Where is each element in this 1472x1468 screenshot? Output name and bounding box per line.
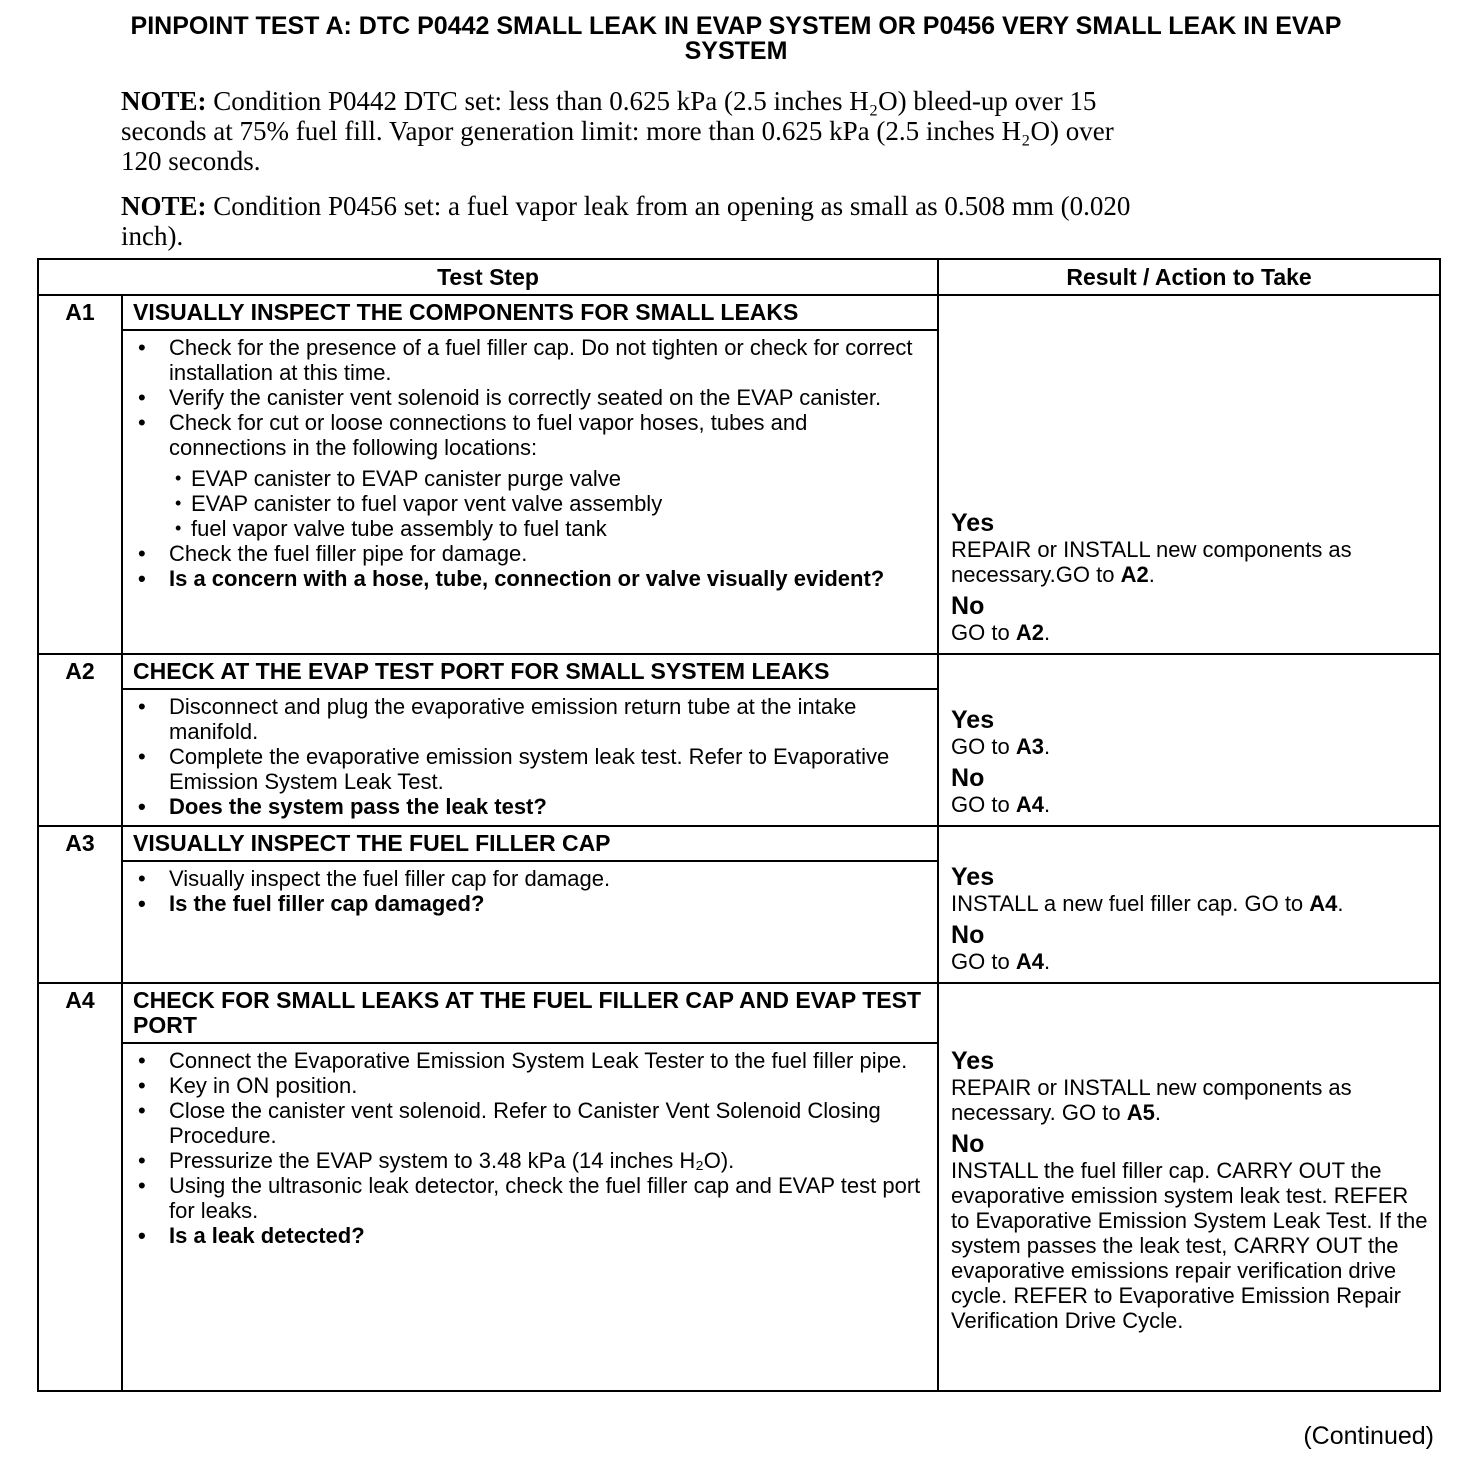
no-action: INSTALL the fuel filler cap. CARRY OUT the evaporative emission system leak test. REFER to Evaporative Emission System Leak Test. If the system passes the leak test, CARRY OUT the evaporative emissions repair verification drive cycle. REFER to Evaporative Emission Repair Verification Drive Cycle. [951,1158,1428,1333]
list-item: • Check for the presence of a fuel filler cap. Do not tighten or check for correct installation at this time. [133,335,927,385]
goto-link[interactable]: A5 [1126,1100,1155,1125]
list-item: • Connect the Evaporative Emission System Leak Tester to the fuel filler pipe. [133,1048,927,1073]
step-a2-heading-row [38,654,1440,689]
note-text: seconds at 75% fuel fill. Vapor generation limit: more than 0.625 kPa (2.5 inches H₂O) over [121,116,1114,146]
step-question: • Does the system pass the leak test? [133,794,927,819]
step-question: • Is the fuel filler cap damaged? [133,891,927,916]
note-text: Condition P0442 DTC set: less than 0.625 kPa (2.5 inches H₂O) bleed-up over 15 [213,86,1097,116]
step-heading: VISUALLY INSPECT THE FUEL FILLER CAP [122,826,938,861]
step-body [122,1043,938,1391]
step-a3-heading-row [38,826,1440,861]
step-question: • Is a concern with a hose, tube, connection or valve visually evident? [133,566,927,591]
note-label: NOTE: [121,86,207,116]
step-a3-result [938,826,1440,983]
table-header-row [38,259,1440,295]
step-a1-heading-row [38,295,1440,330]
pinpoint-test-table [37,258,1441,1392]
sub-list-item: • EVAP canister to fuel vapor vent valve assembly [169,491,927,516]
step-body [122,861,938,983]
list-item: • Verify the canister vent solenoid is correctly seated on the EVAP canister. [133,385,927,410]
note-p0442 [121,86,1114,176]
note-text: Condition P0456 set: a fuel vapor leak from an opening as small as 0.508 mm (0.020 [213,191,1131,221]
note-label: NOTE: [121,191,207,221]
sub-list-item: • fuel vapor valve tube assembly to fuel tank [169,516,927,541]
no-label: No [951,764,985,792]
step-id: A4 [38,983,122,1043]
step-question: • Is a leak detected? [133,1223,927,1248]
no-label: No [951,1130,985,1158]
step-body [122,689,938,826]
list-item: • Check for cut or loose connections to fuel vapor hoses, tubes and connections in the following locations: • EVAP canister to EVAP canister purge valve • EVAP canister to fuel vapor vent valve assembly • fuel vapor valve tube assembly to fuel tank [133,410,927,541]
step-heading: CHECK AT THE EVAP TEST PORT FOR SMALL SYSTEM LEAKS [122,654,938,689]
list-item: • Close the canister vent solenoid. Refer to Canister Vent Solenoid Closing Procedure. [133,1098,927,1148]
note-text: inch). [121,221,184,251]
step-a1-result [938,295,1440,654]
title-line-1: PINPOINT TEST A: DTC P0442 SMALL LEAK IN EVAP SYSTEM OR P0456 VERY SMALL LEAK IN EVAP [130,12,1342,40]
step-id: A1 [38,295,122,330]
step-heading: CHECK FOR SMALL LEAKS AT THE FUEL FILLER CAP AND EVAP TEST PORT [122,983,938,1043]
yes-label: Yes [951,1047,995,1075]
no-label: No [951,592,985,620]
step-heading: VISUALLY INSPECT THE COMPONENTS FOR SMALL LEAKS [122,295,938,330]
step-a2-result [938,654,1440,826]
yes-action: GO to A3. [951,734,1051,759]
sub-list [169,466,927,541]
page-title [20,14,1452,64]
title-line-2: SYSTEM [684,37,788,65]
list-item: • Key in ON position. [133,1073,927,1098]
list-item: • Complete the evaporative emission system leak test. Refer to Evaporative Emission System Leak Test. [133,744,927,794]
note-p0456 [121,191,1130,251]
step-a4-result [938,983,1440,1391]
no-label: No [951,921,985,949]
no-action: GO to A2. [951,620,1051,645]
sub-list-item: • EVAP canister to EVAP canister purge valve [169,466,927,491]
yes-action: REPAIR or INSTALL new components as necessary. GO to A5. [951,1075,1352,1125]
yes-label: Yes [951,863,995,891]
header-test-step: Test Step [38,259,938,295]
goto-link[interactable]: A4 [1015,792,1044,817]
note-text: 120 seconds. [121,146,261,176]
yes-action: REPAIR or INSTALL new components as necessary.GO to A2. [951,537,1352,587]
step-body [122,330,938,654]
goto-link[interactable]: A2 [1120,562,1149,587]
step-a4-heading-row [38,983,1440,1043]
list-item: • Visually inspect the fuel filler cap for damage. [133,866,927,891]
list-item: • Using the ultrasonic leak detector, check the fuel filler cap and EVAP test port for leaks. [133,1173,927,1223]
step-id: A2 [38,654,122,689]
goto-link[interactable]: A3 [1015,734,1044,759]
goto-link[interactable]: A4 [1309,891,1338,916]
goto-link[interactable]: A4 [1015,949,1044,974]
no-action: GO to A4. [951,792,1051,817]
no-action: GO to A4. [951,949,1051,974]
yes-label: Yes [951,706,995,734]
header-result-action: Result / Action to Take [938,259,1440,295]
goto-link[interactable]: A2 [1015,620,1044,645]
step-id: A3 [38,826,122,861]
list-item: • Check the fuel filler pipe for damage. [133,541,927,566]
list-item: • Pressurize the EVAP system to 3.48 kPa (14 inches H₂O). [133,1148,927,1173]
list-item: • Disconnect and plug the evaporative emission return tube at the intake manifold. [133,694,927,744]
yes-label: Yes [951,509,995,537]
yes-action: INSTALL a new fuel filler cap. GO to A4. [951,891,1344,916]
continued-label: (Continued) [1303,1422,1434,1450]
